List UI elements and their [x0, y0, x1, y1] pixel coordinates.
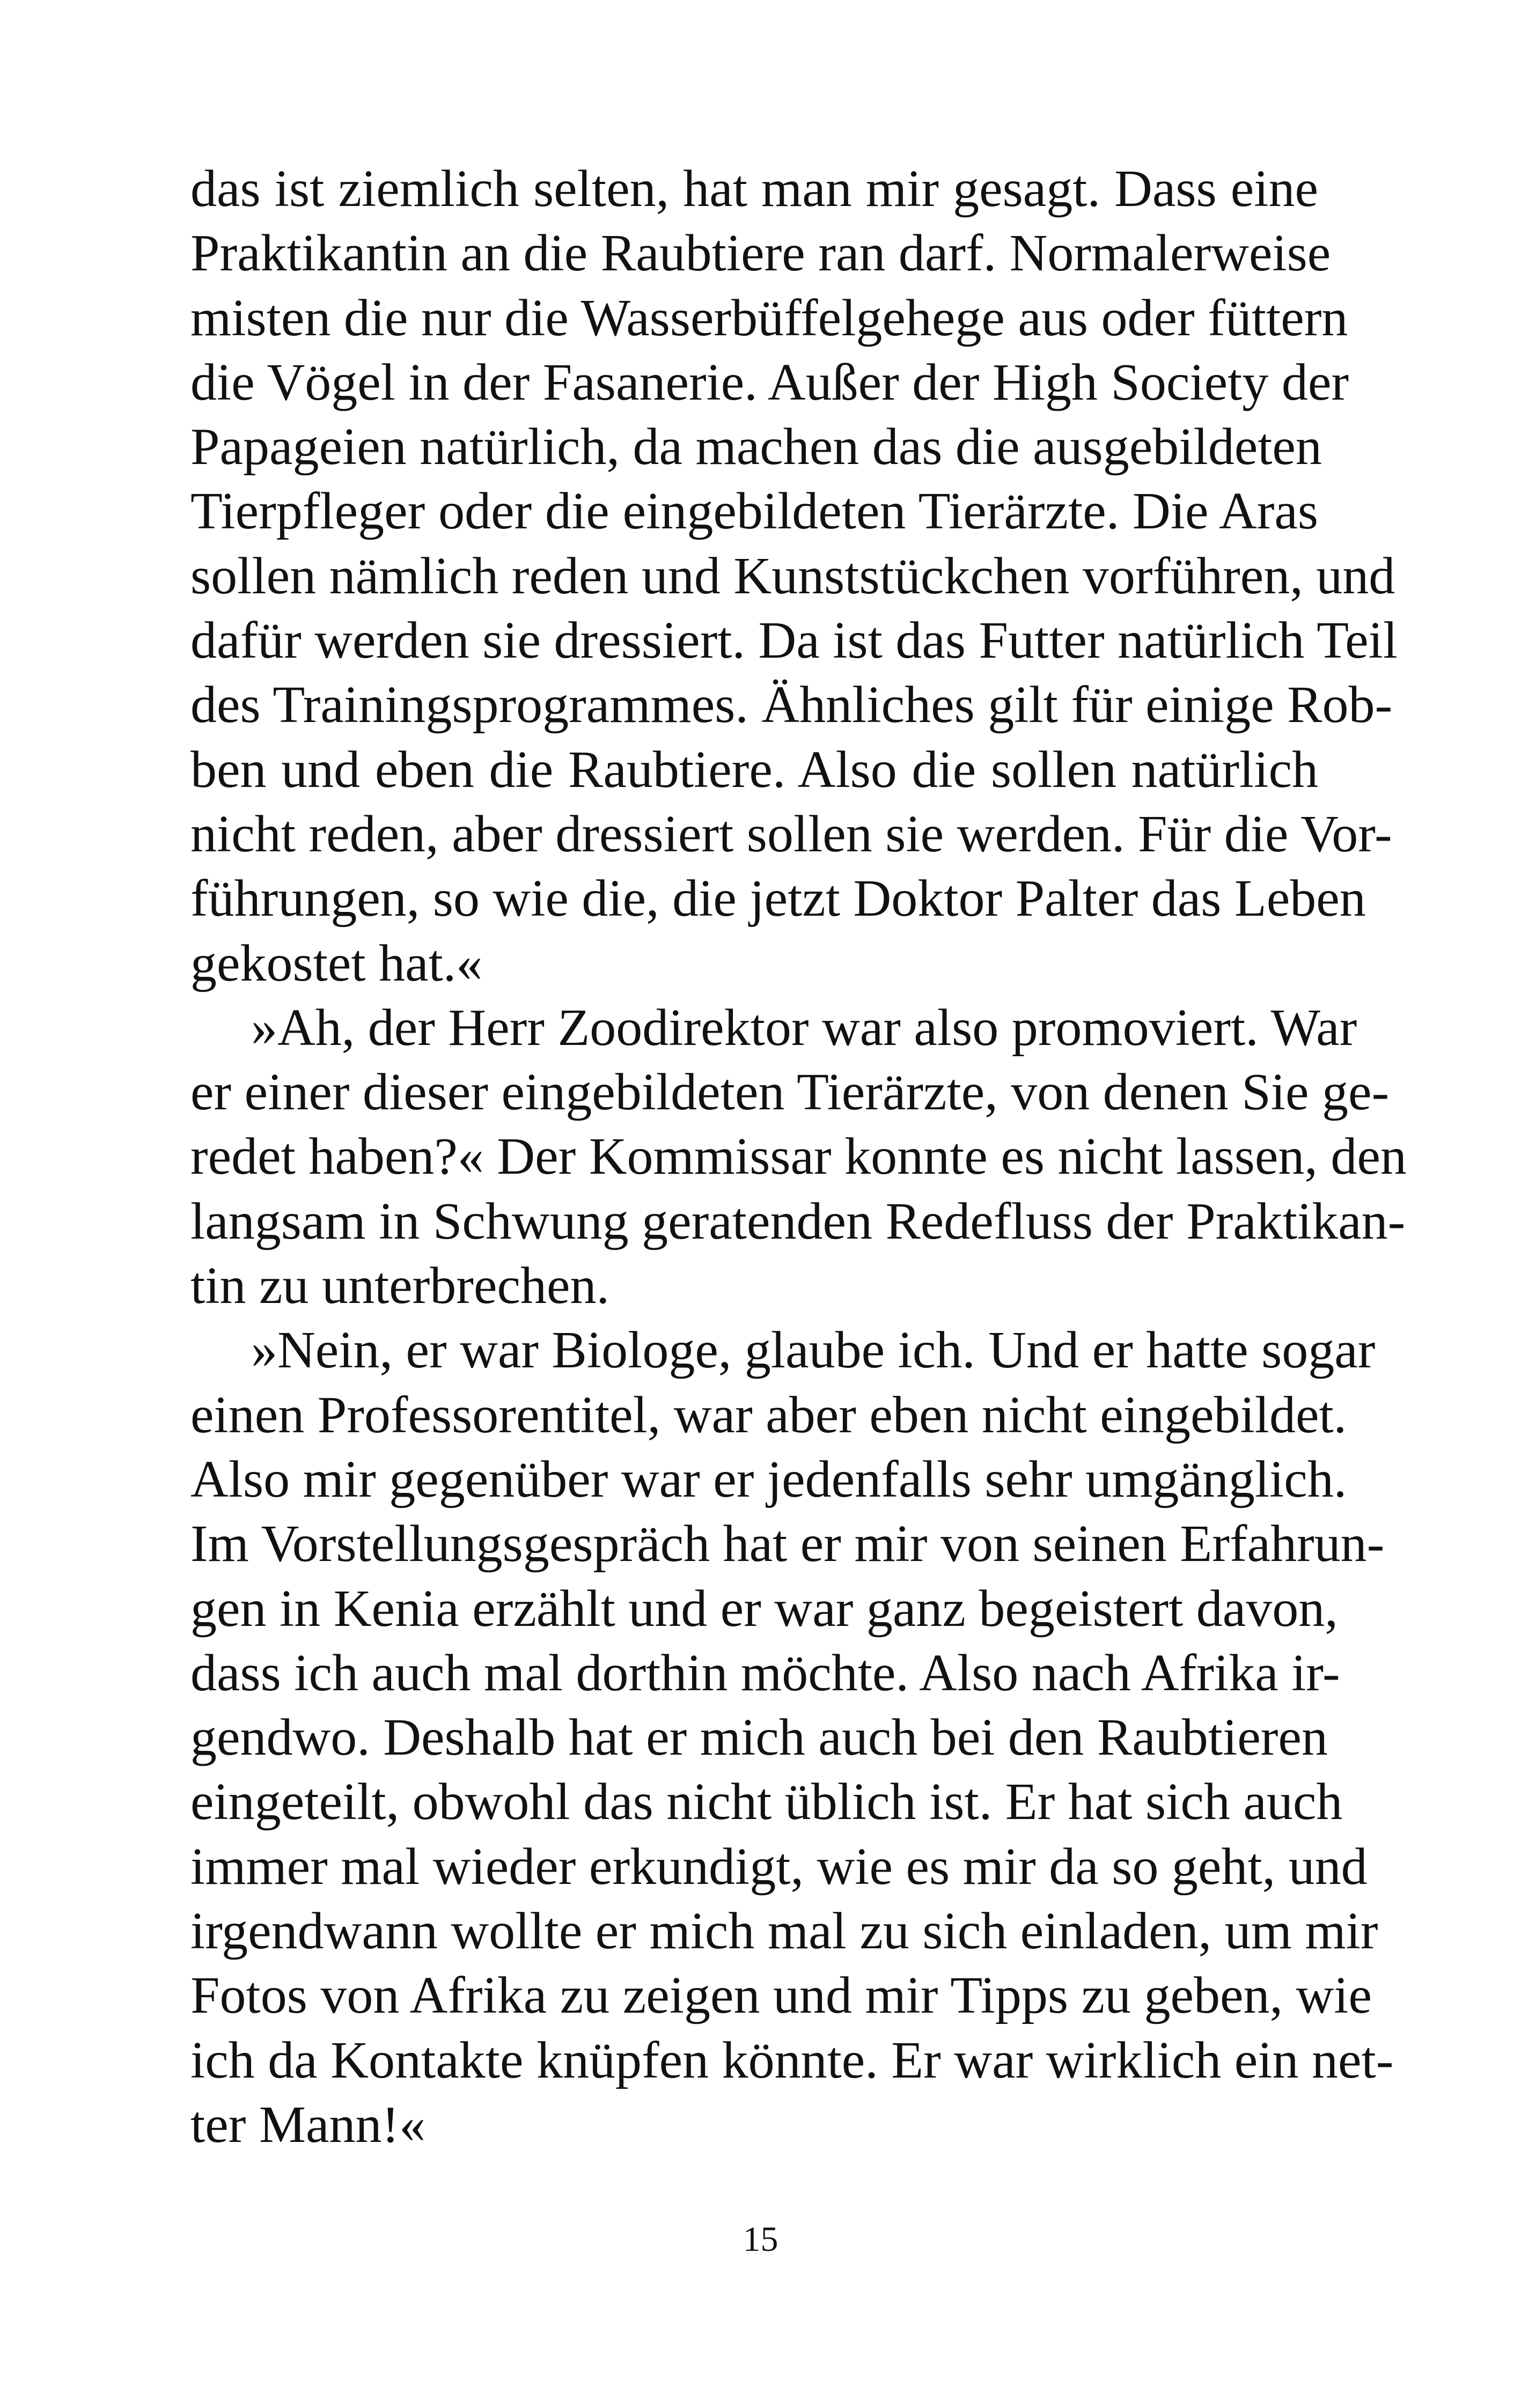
text-line: er einer dieser eingebildeten Tierärzte, von denen Sie ge-: [190, 1063, 1390, 1122]
text-line: dafür werden sie dressiert. Da ist das Futter natürlich Teil: [190, 612, 1398, 670]
text-line: ich da Kontakte knüpfen könnte. Er war wirklich ein net-: [190, 2031, 1394, 2089]
text-line: gen in Kenia erzählt und er war ganz begeistert davon,: [190, 1579, 1338, 1638]
text-line: führungen, so wie die, die jetzt Doktor Palter das Leben: [190, 870, 1366, 928]
text-line: »Ah, der Herr Zoodirektor war also promoviert. War: [251, 998, 1357, 1057]
text-line: Fotos von Afrika zu zeigen und mir Tipps zu geben, wie: [190, 1967, 1372, 2025]
text-line: Praktikantin an die Raubtiere ran darf. Normalerweise: [190, 224, 1331, 283]
text-line: Papageien natürlich, da machen das die ausgebildeten: [190, 418, 1322, 476]
text-line: langsam in Schwung geratenden Redefluss der Praktikan-: [190, 1192, 1406, 1250]
text-line: »Nein, er war Biologe, glaube ich. Und er hatte sogar: [251, 1321, 1376, 1380]
text-line: nicht reden, aber dressiert sollen sie werden. Für die Vor-: [190, 805, 1392, 863]
text-line: die Vögel in der Fasanerie. Außer der High Society der: [190, 353, 1349, 411]
text-line: gekostet hat.«: [190, 934, 483, 992]
text-line: eingeteilt, obwohl das nicht üblich ist. Er hat sich auch: [190, 1773, 1343, 1831]
paragraph: [190, 996, 1407, 1318]
text-line: Im Vorstellungsgespräch hat er mir von seinen Erfahrun-: [190, 1515, 1385, 1573]
text-line: irgendwann wollte er mich mal zu sich einladen, um mir: [190, 1902, 1378, 1961]
text-line: Tierpfleger oder die eingebildeten Tierärzte. Die Aras: [190, 482, 1318, 541]
text-line: ben und eben die Raubtiere. Also die sollen natürlich: [190, 740, 1318, 799]
page-number: 15: [743, 2220, 778, 2259]
text-line: das ist ziemlich selten, hat man mir gesagt. Dass eine: [190, 160, 1318, 218]
body-text: [190, 157, 1407, 2157]
text-line: dass ich auch mal dorthin möchte. Also nach Afrika ir-: [190, 1644, 1340, 1702]
text-line: einen Professorentitel, war aber eben nicht eingebildet.: [190, 1386, 1347, 1444]
text-line: des Trainingsprogrammes. Ähnliches gilt für einige Rob-: [190, 676, 1393, 734]
text-line: ter Mann!«: [190, 2095, 426, 2154]
text-line: gendwo. Deshalb hat er mich auch bei den Raubtieren: [190, 1709, 1328, 1767]
paragraph: [190, 1318, 1394, 2157]
text-line: sollen nämlich reden und Kunststückchen vorführen, und: [190, 547, 1395, 605]
text-line: redet haben?« Der Kommissar konnte es nicht lassen, den: [190, 1128, 1407, 1186]
text-line: tin zu unterbrechen.: [190, 1257, 609, 1315]
text-line: immer mal wieder erkundigt, wie es mir da so geht, und: [190, 1837, 1368, 1896]
text-line: misten die nur die Wasserbüffelgehege aus oder füttern: [190, 289, 1348, 347]
text-line: Also mir gegenüber war er jedenfalls sehr umgänglich.: [190, 1450, 1347, 1508]
paragraph: [190, 157, 1398, 996]
